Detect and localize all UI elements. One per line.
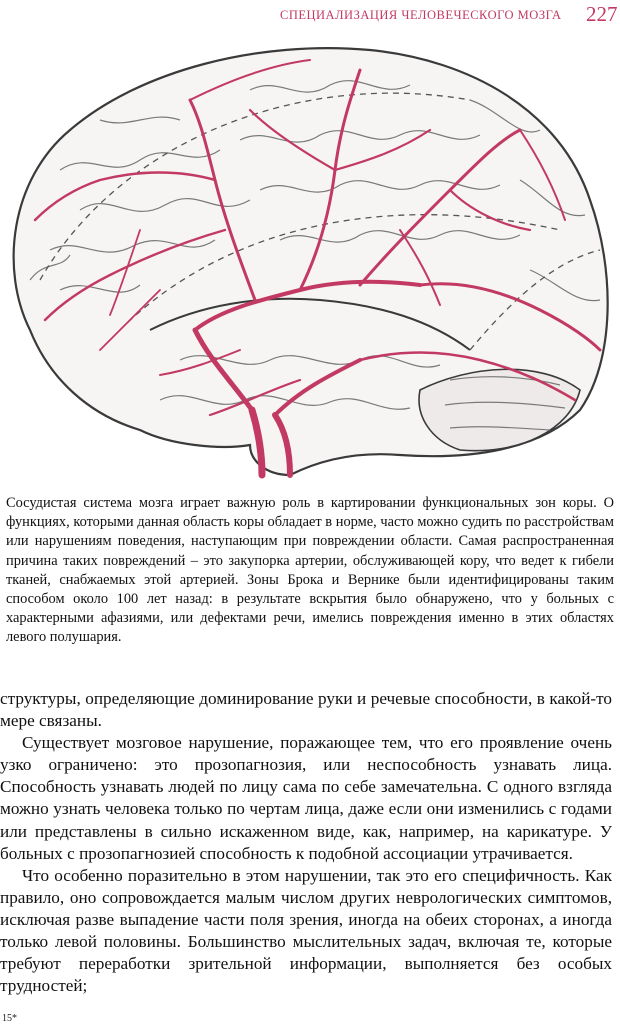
printer-signature-mark: 15*: [2, 1013, 17, 1024]
running-head: [0, 4, 620, 26]
main-text: [0, 688, 612, 997]
page-number: 227: [586, 2, 618, 26]
figure-caption: Сосудистая система мозга играет важную роль в картировании функциональных зон коры. О функциях, которыми данная область коры обладает в норме, часто можно судить по расстройствам или нарушениям поведения, наступающим при повреждении области. Самая распространенная причина таких повреждений – это закупорка артерии, обслуживающей кору, что ведет к гибели тканей, снабжаемых этой артерией. Зоны Брока и Вернике были идентифицированы таким способом около 100 лет назад: в результате вскрытия было обнаружено, что у больных с характерными афазиями, или дефектами речи, имелись повреждения именно в этих областях левого полушария.: [6, 495, 614, 646]
brain-vascular-illustration: [0, 30, 620, 485]
running-title: СПЕЦИАЛИЗАЦИЯ ЧЕЛОВЕЧЕСКОГО МОЗГА: [280, 8, 562, 22]
brain-illustration-svg: [0, 30, 620, 485]
paragraph-specificity: Что особенно поразительно в этом нарушении, так это его специфичность. Как правило, оно сопровождается малым числом других неврологических симптомов, исключая разве выпадение части поля зрения, иногда на обеих сторонах, а иногда только левой половины. Большинство мыслительных задач, включая те, которые требуют переработки зрительной информации, выполняется без особых трудностей;: [0, 865, 612, 996]
paragraph-continuation: структуры, определяющие доминирование руки и речевые способности, в какой-то мере связаны.: [0, 689, 612, 731]
cerebellum: [419, 369, 580, 450]
paragraph-prosopagnosia: Существует мозговое нарушение, поражающее тем, что его проявление очень узко ограничено: это прозопагнозия, или неспособность узнавать лица. Способность узнавать людей по лицу сама по себе замечательна. С одного взгляда можно узнать человека только по чертам лица, даже если они изменились с годами или представлены в сильно искаженном виде, как, например, на карикатуре. У больных с прозопагнозией способность к подобной ассоциации утрачивается.: [0, 733, 612, 863]
